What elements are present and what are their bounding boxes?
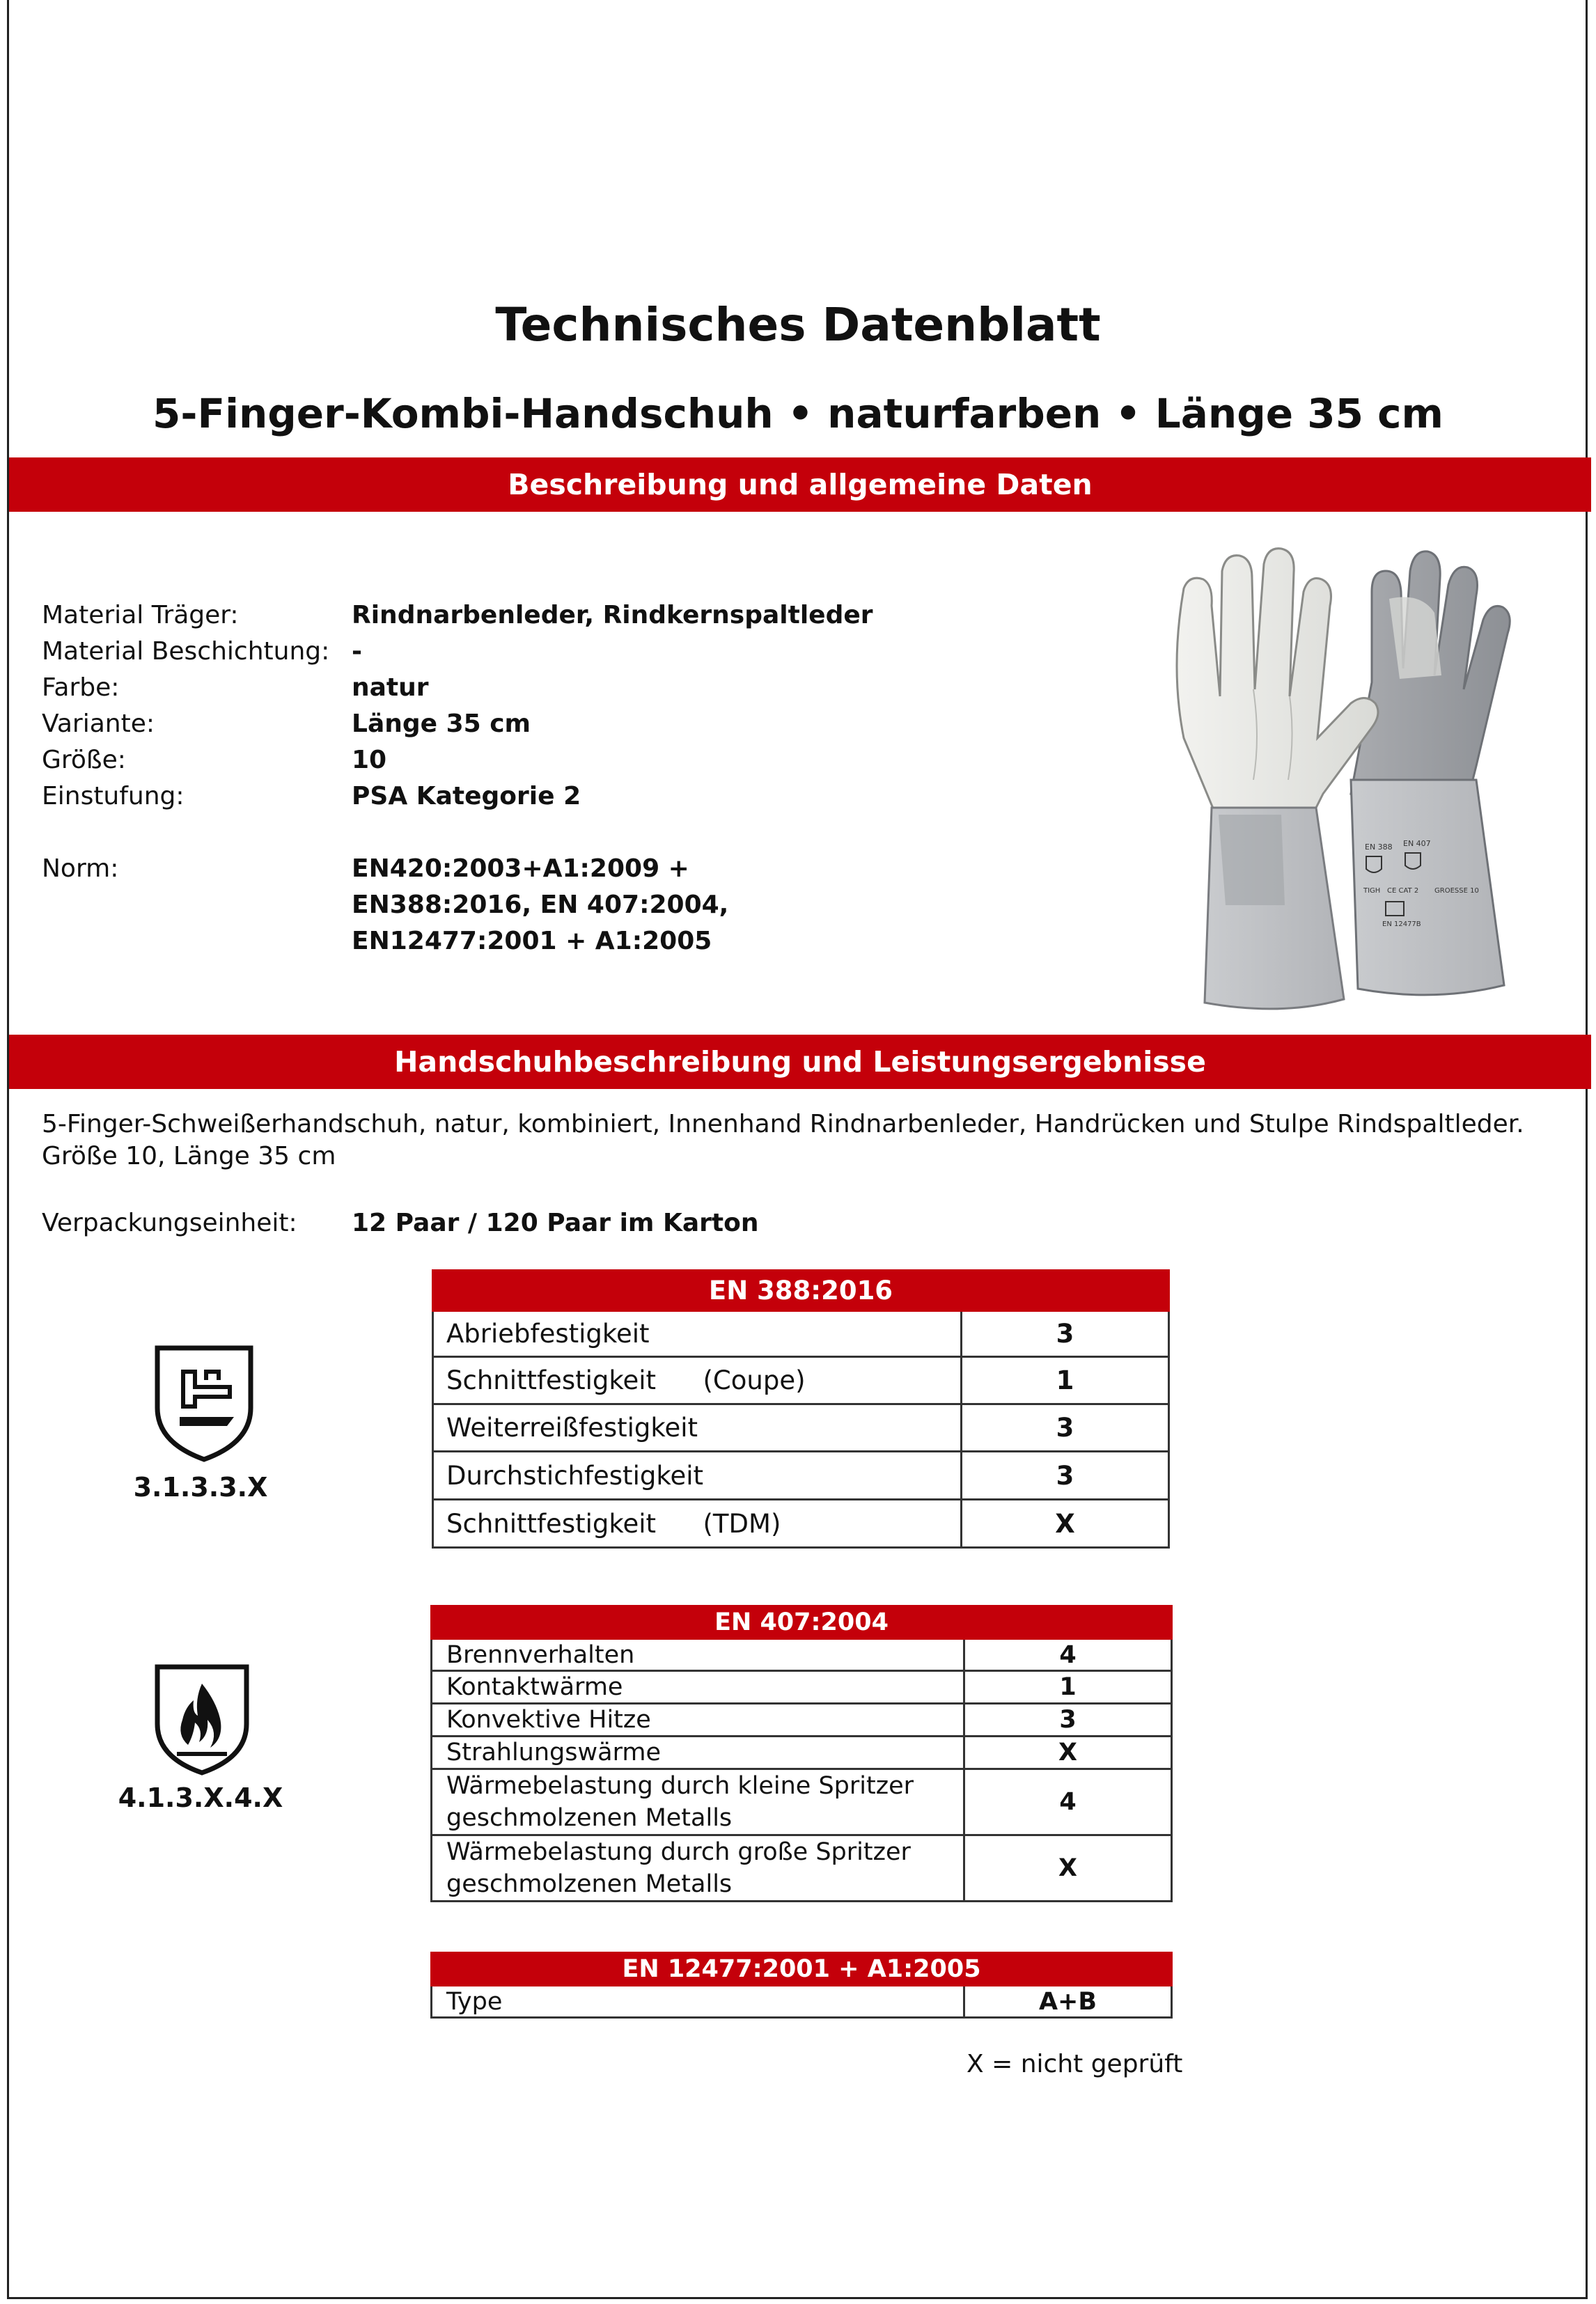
en388-label-2: Weiterreißfestigkeit [446,1413,698,1443]
glove-label-en12477: EN 12477B [1382,920,1421,928]
value-verpackung: 12 Paar / 120 Paar im Karton [352,1209,759,1237]
en407-label-1: Kontaktwärme [432,1671,964,1704]
label-groesse: Größe: [42,746,126,774]
product-subtitle: 5-Finger-Kombi-Handschuh • naturfarben • Länge 35 cm [152,390,1444,437]
value-material-traeger: Rindnarbenleder, Rindkernspaltleder [352,601,873,629]
table-row [433,1357,1169,1404]
en388-table [432,1269,1170,1549]
label-einstufung: Einstufung: [42,782,185,810]
en388-value-4: X [962,1500,1169,1548]
en388-value-2: 3 [962,1404,1169,1452]
en388-label-1: Schnittfestigkeit [446,1365,657,1395]
label-material-traeger: Material Träger: [42,601,239,629]
glove-label-ce: CE CAT 2 [1387,887,1419,895]
glove-label-en407: EN 407 [1403,839,1431,848]
en388-label-4: Schnittfestigkeit [446,1508,657,1539]
table-row [433,1311,1169,1357]
en388-label-3: Durchstichfestigkeit [446,1460,703,1491]
label-material-beschichtung: Material Beschichtung: [42,637,330,666]
en388-table-title: EN 388:2016 [433,1271,1169,1311]
en388-code: 3.1.3.3.X [133,1472,268,1503]
en407-label-4b: geschmolzenen Metalls [446,1804,733,1832]
table-row [432,1639,1172,1671]
table-row [432,1769,1172,1835]
en407-label-3: Strahlungswärme [432,1737,964,1769]
norm-line-3: EN12477:2001 + A1:2005 [352,927,712,955]
en12477-label-0: Type [432,1986,964,2018]
en388-note-1: (Coupe) [703,1365,806,1395]
glove-product-image [1142,529,1560,1017]
description-line-2: Größe 10, Länge 35 cm [42,1142,336,1170]
en407-label-5: Wärmebelastung durch große Spritzer [446,1838,911,1866]
label-variante: Variante: [42,710,155,738]
en388-value-1: 1 [962,1357,1169,1404]
en407-code: 4.1.3.X.4.X [118,1782,283,1813]
value-einstufung: PSA Kategorie 2 [352,782,581,810]
en407-heat-flame-icon [152,1663,252,1777]
en388-mechanical-risks-icon [152,1344,256,1464]
section-heading-description: Beschreibung und allgemeine Daten [9,457,1591,512]
en407-label-0: Brennverhalten [432,1639,964,1671]
value-groesse: 10 [352,746,387,774]
footnote: X = nicht geprüft [967,2050,1183,2078]
en407-table [430,1605,1173,1902]
en12477-table-title: EN 12477:2001 + A1:2005 [432,1953,1172,1986]
label-farbe: Farbe: [42,673,120,702]
glove-label-en388: EN 388 [1365,843,1393,852]
page-title: Technisches Datenblatt [495,298,1101,352]
section-heading-performance: Handschuhbeschreibung und Leistungsergebnisse [9,1035,1591,1089]
table-row [432,1986,1172,2018]
en388-value-0: 3 [962,1311,1169,1357]
table-row [433,1452,1169,1500]
value-variante: Länge 35 cm [352,710,531,738]
en407-value-2: 3 [964,1704,1172,1737]
description-line-1: 5-Finger-Schweißerhandschuh, natur, kombiniert, Innenhand Rindnarbenleder, Handrücken und Stulpe Rindspaltleder. [42,1110,1524,1138]
en388-value-3: 3 [962,1452,1169,1500]
en407-table-title: EN 407:2004 [432,1606,1172,1639]
value-material-beschichtung: - [352,637,362,666]
en407-label-2: Konvektive Hitze [432,1704,964,1737]
en407-label-5b: geschmolzenen Metalls [446,1870,733,1898]
value-farbe: natur [352,673,429,702]
label-norm: Norm: [42,854,119,883]
label-verpackung: Verpackungseinheit: [42,1209,297,1237]
en388-note-4: (TDM) [703,1508,781,1539]
en407-value-0: 4 [964,1639,1172,1671]
en12477-table [430,1952,1173,2019]
glove-back-icon [1351,551,1510,995]
en407-value-4: 4 [964,1769,1172,1835]
table-row [432,1671,1172,1704]
glove-label-tigh: TIGH [1363,887,1381,895]
table-row [432,1737,1172,1769]
en12477-value-0: A+B [964,1986,1172,2018]
en407-value-1: 1 [964,1671,1172,1704]
en407-value-3: X [964,1737,1172,1769]
table-row [433,1404,1169,1452]
glove-label-size: GROESSE 10 [1434,887,1479,895]
norm-line-2: EN388:2016, EN 407:2004, [352,891,729,919]
table-row [432,1704,1172,1737]
en407-label-4: Wärmebelastung durch kleine Spritzer [446,1772,914,1800]
table-row [432,1835,1172,1902]
norm-line-1: EN420:2003+A1:2009 + [352,854,689,883]
en407-value-5: X [964,1835,1172,1902]
en388-label-0: Abriebfestigkeit [446,1319,650,1349]
table-row [433,1500,1169,1548]
